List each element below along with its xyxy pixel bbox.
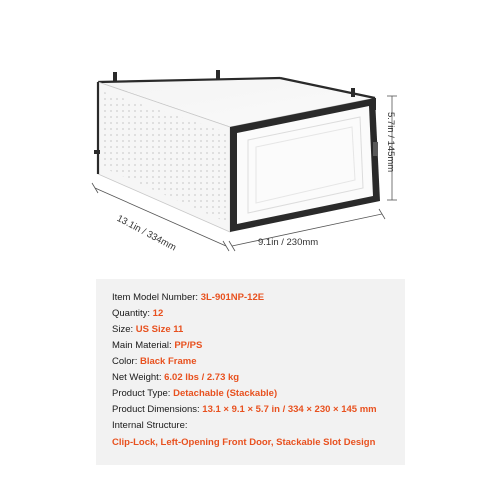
spec-value: Detachable (Stackable) (173, 388, 278, 399)
width-label: 9.1in / 230mm (258, 237, 319, 248)
spec-row-size (112, 322, 377, 338)
spec-value: 12 (152, 308, 164, 319)
spec-label: Quantity: (112, 308, 153, 319)
spec-row-dimensions (112, 402, 377, 418)
spec-label: Color: (112, 356, 140, 367)
spec-row-material (112, 338, 377, 354)
spec-row-weight (112, 370, 377, 386)
spec-label: Net Weight: (112, 372, 165, 383)
spec-row-model (112, 290, 377, 306)
height-label: 5.7in / 145mm (385, 112, 396, 173)
spec-row-type (112, 386, 377, 402)
spec-value: US Size 11 (135, 324, 184, 335)
spec-label: Size: (112, 324, 136, 335)
spec-label: Product Dimensions: (112, 404, 203, 415)
internal-structure-value: Clip-Lock, Left-Opening Front Door, Stackable Slot Design (112, 437, 376, 448)
spec-row-color (112, 354, 377, 370)
spec-value: 13.1 × 9.1 × 5.7 in / 334 × 230 × 145 mm (202, 404, 377, 415)
spec-label: Internal Structure: (112, 420, 188, 431)
spec-row-quantity (112, 306, 377, 322)
spec-value: PP/PS (174, 340, 203, 351)
spec-card (96, 279, 405, 465)
depth-label: 13.1in / 334mm (114, 213, 178, 254)
spec-value: Black Frame (139, 356, 197, 367)
spec-value: 6.02 lbs / 2.73 kg (164, 372, 240, 383)
spec-label: Product Type: (112, 388, 174, 399)
spec-list (112, 290, 377, 452)
spec-label: Item Model Number: (112, 292, 201, 303)
spec-value: 3L-901NP-12E (200, 292, 265, 303)
spec-label: Main Material: (112, 340, 175, 351)
spec-row-structure (112, 418, 377, 434)
